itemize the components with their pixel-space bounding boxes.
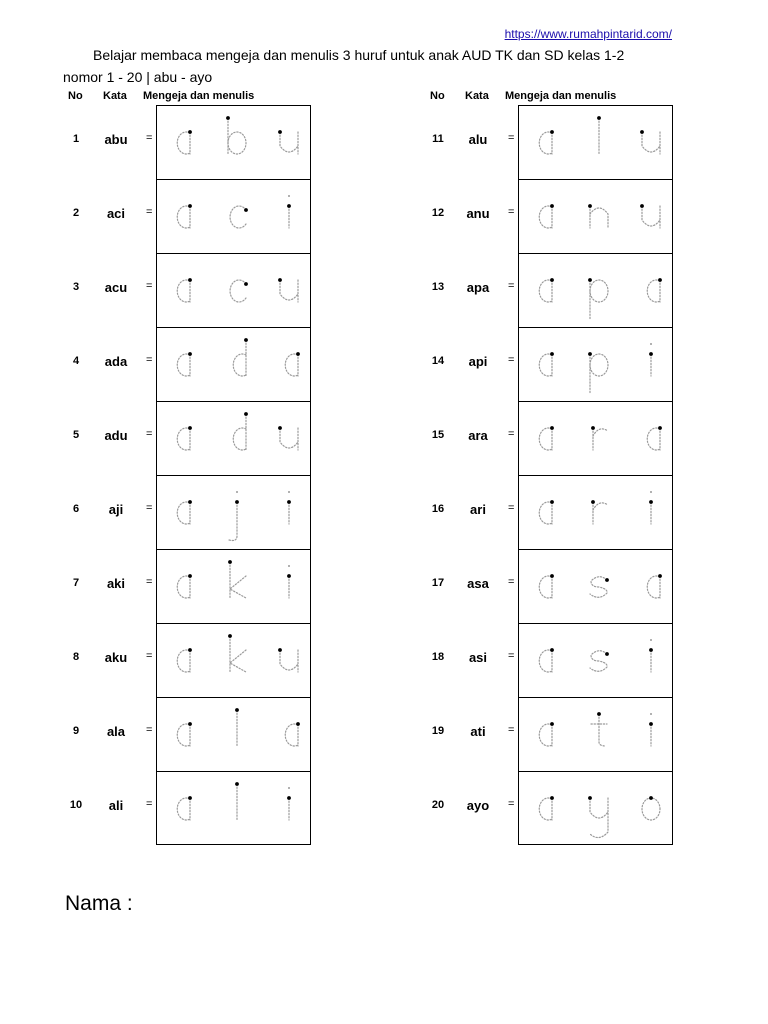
row-word: acu bbox=[104, 280, 128, 295]
equals-sign: = bbox=[146, 502, 153, 514]
start-dot bbox=[640, 130, 644, 134]
start-dot bbox=[649, 500, 653, 504]
dotted-letter-p bbox=[588, 278, 608, 320]
row-number: 17 bbox=[431, 577, 445, 589]
tracing-box[interactable] bbox=[156, 401, 311, 475]
start-dot bbox=[658, 574, 662, 578]
equals-sign: = bbox=[146, 576, 153, 588]
start-dot bbox=[244, 412, 248, 416]
word-row bbox=[420, 179, 750, 253]
row-number: 19 bbox=[431, 725, 445, 737]
dotted-letter-a bbox=[177, 574, 192, 598]
row-number: 6 bbox=[72, 503, 80, 515]
equals-sign: = bbox=[508, 650, 515, 662]
tracing-box[interactable] bbox=[518, 253, 673, 327]
row-word: ala bbox=[106, 724, 126, 739]
tracing-box[interactable] bbox=[518, 105, 673, 179]
left-column bbox=[58, 88, 388, 845]
row-number: 2 bbox=[72, 207, 80, 219]
dotted-letter-n bbox=[588, 204, 608, 228]
word-row bbox=[58, 697, 388, 771]
equals-sign: = bbox=[508, 132, 515, 144]
start-dot bbox=[640, 204, 644, 208]
dotted-letter-i bbox=[287, 565, 291, 598]
dotted-letter-a bbox=[539, 426, 554, 450]
tracing-letters bbox=[519, 254, 674, 328]
start-dot bbox=[244, 208, 248, 212]
start-dot bbox=[649, 722, 653, 726]
tracing-letters bbox=[157, 550, 312, 624]
dotted-letter-i bbox=[649, 713, 653, 746]
word-row bbox=[420, 401, 750, 475]
equals-sign: = bbox=[146, 724, 153, 736]
tracing-box[interactable] bbox=[518, 475, 673, 549]
start-dot bbox=[235, 708, 239, 712]
dotted-letter-a bbox=[539, 722, 554, 746]
word-row bbox=[420, 771, 750, 845]
start-dot bbox=[597, 116, 601, 120]
word-row bbox=[58, 771, 388, 845]
start-dot bbox=[188, 796, 192, 800]
row-number: 9 bbox=[72, 725, 80, 737]
tracing-letters bbox=[519, 106, 674, 180]
start-dot bbox=[244, 338, 248, 342]
word-row bbox=[420, 697, 750, 771]
start-dot bbox=[244, 282, 248, 286]
equals-sign: = bbox=[508, 206, 515, 218]
row-number: 18 bbox=[431, 651, 445, 663]
dotted-letter-i bbox=[649, 343, 653, 376]
dotted-letter-a bbox=[647, 574, 662, 598]
right-column bbox=[420, 88, 750, 845]
row-number: 11 bbox=[432, 133, 444, 145]
dotted-letter-a bbox=[647, 278, 662, 302]
start-dot bbox=[287, 500, 291, 504]
dotted-letter-d bbox=[233, 338, 248, 376]
dotted-letter-c bbox=[230, 206, 248, 228]
tracing-box[interactable] bbox=[156, 771, 311, 845]
tittle-dot bbox=[236, 491, 238, 493]
start-dot bbox=[188, 352, 192, 356]
tracing-box[interactable] bbox=[156, 327, 311, 401]
worksheet-title: Belajar membaca mengeja dan menulis 3 huruf untuk anak AUD TK dan SD kelas 1-2 bbox=[93, 47, 625, 63]
tracing-letters bbox=[519, 550, 674, 624]
word-row bbox=[58, 327, 388, 401]
tracing-letters bbox=[519, 476, 674, 550]
dotted-letter-a bbox=[177, 426, 192, 450]
tracing-box[interactable] bbox=[518, 549, 673, 623]
start-dot bbox=[649, 648, 653, 652]
word-row bbox=[58, 179, 388, 253]
equals-sign: = bbox=[508, 502, 515, 514]
dotted-letter-s bbox=[590, 577, 609, 598]
tittle-dot bbox=[650, 639, 652, 641]
tracing-box[interactable] bbox=[156, 105, 311, 179]
tracing-box[interactable] bbox=[518, 771, 673, 845]
tracing-box[interactable] bbox=[156, 623, 311, 697]
dotted-letter-u bbox=[278, 130, 298, 154]
start-dot bbox=[278, 648, 282, 652]
row-word: ara bbox=[468, 428, 488, 443]
start-dot bbox=[287, 796, 291, 800]
row-number: 16 bbox=[431, 503, 445, 515]
dotted-letter-a bbox=[647, 426, 662, 450]
equals-sign: = bbox=[146, 206, 153, 218]
start-dot bbox=[605, 578, 609, 582]
dotted-letter-a bbox=[177, 278, 192, 302]
equals-sign: = bbox=[146, 428, 153, 440]
start-dot bbox=[296, 352, 300, 356]
dotted-letter-u bbox=[278, 426, 298, 450]
word-row bbox=[58, 105, 388, 179]
row-word: ada bbox=[104, 354, 128, 369]
tracing-box[interactable] bbox=[156, 475, 311, 549]
equals-sign: = bbox=[508, 724, 515, 736]
tracing-letters bbox=[157, 328, 312, 402]
start-dot bbox=[278, 130, 282, 134]
start-dot bbox=[658, 278, 662, 282]
tracing-letters bbox=[157, 106, 312, 180]
row-word: ari bbox=[470, 502, 486, 517]
tracing-box[interactable] bbox=[518, 327, 673, 401]
tracing-letters bbox=[157, 772, 312, 846]
row-word: aji bbox=[108, 502, 124, 517]
tracing-letters bbox=[157, 698, 312, 772]
dotted-letter-d bbox=[233, 412, 248, 450]
start-dot bbox=[296, 722, 300, 726]
equals-sign: = bbox=[508, 576, 515, 588]
header-kata: Kata bbox=[465, 90, 489, 102]
start-dot bbox=[550, 796, 554, 800]
dotted-letter-a bbox=[539, 352, 554, 376]
start-dot bbox=[588, 796, 592, 800]
equals-sign: = bbox=[146, 354, 153, 366]
start-dot bbox=[597, 712, 601, 716]
equals-sign: = bbox=[508, 798, 515, 810]
dotted-letter-a bbox=[285, 352, 300, 376]
tittle-dot bbox=[288, 565, 290, 567]
row-number: 4 bbox=[72, 355, 80, 367]
header-mengeja: Mengeja dan menulis bbox=[143, 90, 255, 102]
dotted-letter-p bbox=[588, 352, 608, 394]
start-dot bbox=[188, 722, 192, 726]
row-word: aki bbox=[106, 576, 126, 591]
tracing-box[interactable] bbox=[156, 253, 311, 327]
tracing-letters bbox=[157, 402, 312, 476]
row-word: anu bbox=[466, 206, 490, 221]
start-dot bbox=[550, 278, 554, 282]
tracing-letters bbox=[157, 180, 312, 254]
start-dot bbox=[188, 500, 192, 504]
start-dot bbox=[588, 204, 592, 208]
row-number: 5 bbox=[72, 429, 80, 441]
row-word: adu bbox=[104, 428, 128, 443]
start-dot bbox=[235, 500, 239, 504]
row-word: apa bbox=[466, 280, 490, 295]
dotted-letter-a bbox=[539, 796, 554, 820]
start-dot bbox=[591, 426, 595, 430]
start-dot bbox=[228, 634, 232, 638]
source-url-link[interactable]: https://www.rumahpintarid.com/ bbox=[504, 27, 672, 41]
equals-sign: = bbox=[508, 428, 515, 440]
dotted-letter-i bbox=[649, 491, 653, 524]
row-word: aku bbox=[104, 650, 128, 665]
start-dot bbox=[550, 722, 554, 726]
tracing-box[interactable] bbox=[156, 179, 311, 253]
dotted-letter-a bbox=[539, 574, 554, 598]
word-row bbox=[420, 253, 750, 327]
tracing-letters bbox=[519, 180, 674, 254]
row-number: 20 bbox=[431, 799, 445, 811]
dotted-letter-r bbox=[591, 500, 608, 524]
equals-sign: = bbox=[146, 280, 153, 292]
dotted-letter-a bbox=[539, 500, 554, 524]
row-number: 3 bbox=[72, 281, 80, 293]
start-dot bbox=[591, 500, 595, 504]
start-dot bbox=[188, 574, 192, 578]
equals-sign: = bbox=[508, 280, 515, 292]
dotted-letter-u bbox=[278, 278, 298, 302]
header-mengeja: Mengeja dan menulis bbox=[505, 90, 617, 102]
tracing-box[interactable] bbox=[518, 697, 673, 771]
dotted-letter-l bbox=[235, 708, 239, 746]
word-row bbox=[58, 623, 388, 697]
start-dot bbox=[278, 278, 282, 282]
start-dot bbox=[228, 560, 232, 564]
equals-sign: = bbox=[146, 132, 153, 144]
row-number: 12 bbox=[431, 207, 445, 219]
row-number: 14 bbox=[431, 355, 445, 367]
start-dot bbox=[550, 500, 554, 504]
word-row bbox=[420, 105, 750, 179]
start-dot bbox=[188, 426, 192, 430]
dotted-letter-i bbox=[287, 787, 291, 820]
dotted-letter-a bbox=[539, 648, 554, 672]
dotted-letter-a bbox=[177, 130, 192, 154]
tracing-letters bbox=[519, 698, 674, 772]
start-dot bbox=[550, 574, 554, 578]
tracing-letters bbox=[519, 624, 674, 698]
tracing-letters bbox=[157, 624, 312, 698]
tracing-letters bbox=[157, 476, 312, 550]
start-dot bbox=[588, 352, 592, 356]
tittle-dot bbox=[288, 195, 290, 197]
start-dot bbox=[287, 574, 291, 578]
start-dot bbox=[287, 204, 291, 208]
dotted-letter-k bbox=[228, 634, 246, 672]
name-label: Nama : bbox=[65, 892, 133, 915]
start-dot bbox=[649, 352, 653, 356]
word-row bbox=[420, 327, 750, 401]
start-dot bbox=[605, 652, 609, 656]
row-word: alu bbox=[468, 132, 488, 147]
start-dot bbox=[188, 204, 192, 208]
row-number: 13 bbox=[431, 281, 445, 293]
tracing-box[interactable] bbox=[156, 549, 311, 623]
worksheet-subtitle: nomor 1 - 20 | abu - ayo bbox=[63, 69, 213, 85]
tittle-dot bbox=[650, 713, 652, 715]
tittle-dot bbox=[650, 343, 652, 345]
word-row bbox=[58, 401, 388, 475]
dotted-letter-u bbox=[278, 648, 298, 672]
row-number: 8 bbox=[72, 651, 80, 663]
dotted-letter-k bbox=[228, 560, 246, 598]
dotted-letter-t bbox=[591, 712, 607, 746]
dotted-letter-i bbox=[287, 195, 291, 228]
equals-sign: = bbox=[146, 798, 153, 810]
dotted-letter-r bbox=[591, 426, 608, 450]
dotted-letter-u bbox=[640, 130, 660, 154]
tracing-box[interactable] bbox=[518, 401, 673, 475]
dotted-letter-b bbox=[226, 116, 246, 154]
dotted-letter-a bbox=[177, 648, 192, 672]
row-word: ati bbox=[470, 724, 486, 739]
dotted-letter-l bbox=[597, 116, 601, 154]
dotted-letter-a bbox=[539, 204, 554, 228]
start-dot bbox=[235, 782, 239, 786]
dotted-letter-u bbox=[640, 204, 660, 228]
start-dot bbox=[550, 648, 554, 652]
row-number: 1 bbox=[72, 133, 80, 145]
start-dot bbox=[188, 278, 192, 282]
start-dot bbox=[649, 796, 653, 800]
row-word: asa bbox=[467, 576, 489, 591]
header-no: No bbox=[430, 90, 445, 102]
tracing-box[interactable] bbox=[156, 697, 311, 771]
word-row bbox=[58, 253, 388, 327]
dotted-letter-o bbox=[642, 796, 660, 820]
start-dot bbox=[550, 426, 554, 430]
row-number: 7 bbox=[72, 577, 80, 589]
header-kata: Kata bbox=[103, 90, 127, 102]
dotted-letter-a bbox=[285, 722, 300, 746]
equals-sign: = bbox=[146, 650, 153, 662]
dotted-letter-s bbox=[590, 651, 609, 672]
dotted-letter-a bbox=[177, 204, 192, 228]
start-dot bbox=[278, 426, 282, 430]
start-dot bbox=[188, 648, 192, 652]
tracing-box[interactable] bbox=[518, 623, 673, 697]
tittle-dot bbox=[288, 491, 290, 493]
equals-sign: = bbox=[508, 354, 515, 366]
tracing-letters bbox=[519, 772, 674, 846]
dotted-letter-y bbox=[588, 796, 608, 837]
header-no: No bbox=[68, 90, 83, 102]
start-dot bbox=[588, 278, 592, 282]
tittle-dot bbox=[650, 491, 652, 493]
tracing-box[interactable] bbox=[518, 179, 673, 253]
row-word: asi bbox=[468, 650, 488, 665]
tracing-letters bbox=[519, 328, 674, 402]
dotted-letter-a bbox=[177, 796, 192, 820]
word-row bbox=[420, 623, 750, 697]
dotted-letter-a bbox=[177, 500, 192, 524]
word-row bbox=[420, 549, 750, 623]
start-dot bbox=[550, 204, 554, 208]
column-header bbox=[58, 88, 388, 105]
dotted-letter-c bbox=[230, 280, 248, 302]
row-word: abu bbox=[104, 132, 128, 147]
row-word: ali bbox=[108, 798, 124, 813]
dotted-letter-i bbox=[649, 639, 653, 672]
tittle-dot bbox=[288, 787, 290, 789]
word-row bbox=[58, 549, 388, 623]
tracing-letters bbox=[519, 402, 674, 476]
dotted-letter-a bbox=[539, 130, 554, 154]
tracing-letters bbox=[157, 254, 312, 328]
dotted-letter-a bbox=[177, 722, 192, 746]
start-dot bbox=[226, 116, 230, 120]
row-word: api bbox=[468, 354, 488, 369]
start-dot bbox=[550, 352, 554, 356]
dotted-letter-l bbox=[235, 782, 239, 820]
word-row bbox=[58, 475, 388, 549]
row-number: 10 bbox=[69, 799, 83, 811]
row-word: ayo bbox=[466, 798, 490, 813]
dotted-letter-a bbox=[539, 278, 554, 302]
row-word: aci bbox=[106, 206, 126, 221]
dotted-letter-j bbox=[229, 491, 239, 541]
start-dot bbox=[550, 130, 554, 134]
start-dot bbox=[658, 426, 662, 430]
word-row bbox=[420, 475, 750, 549]
start-dot bbox=[188, 130, 192, 134]
dotted-letter-i bbox=[287, 491, 291, 524]
dotted-letter-a bbox=[177, 352, 192, 376]
column-header bbox=[420, 88, 750, 105]
row-number: 15 bbox=[431, 429, 445, 441]
